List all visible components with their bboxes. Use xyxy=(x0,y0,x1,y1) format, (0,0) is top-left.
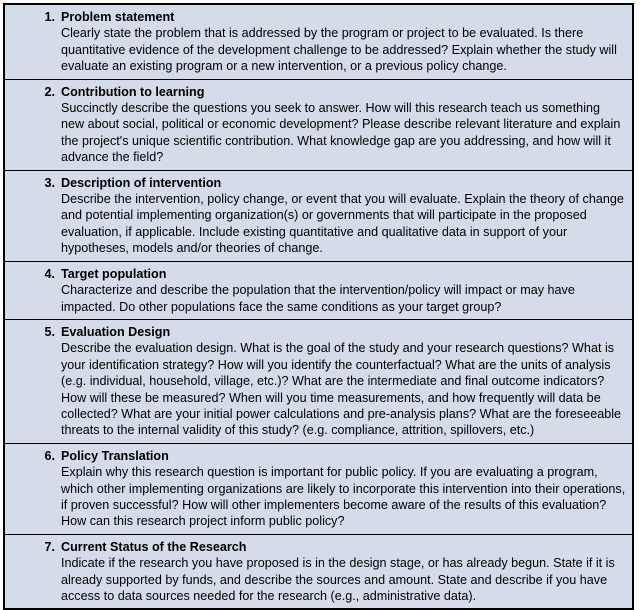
section-description: Describe the evaluation design. What is the goal of the study and your research questions? What is your identification strategy? How will you identify the counterfactual? What are the units of analysis (e.g. individual, household, village, etc.)? What are the intermediate and final outcome indicators? How will these be measured? When will you time measurements, and how frequently will data be collected? What are your initial power calculations and pre-analysis plans? What are the foreseeable threats to the internal validity of this study? (e.g. compliance, attrition, spillovers, etc.) xyxy=(61,341,622,438)
section-content xyxy=(61,79,633,170)
section-description: Clearly state the problem that is addressed by the program or project to be evaluated. Is there quantitative evidence of the development challenge to be addressed? Explain whether the study will evaluate an existing program or a new intervention, or a previous policy change. xyxy=(61,26,617,74)
section-description: Characterize and describe the population that the intervention/policy will impact or may have impacted. Do other populations face the same conditions as your target group? xyxy=(61,283,575,314)
section-content xyxy=(61,534,633,609)
guidance-table-body xyxy=(4,4,633,609)
section-content xyxy=(61,170,633,261)
section-title: Evaluation Design xyxy=(61,324,171,339)
section-description: Indicate if the research you have proposed is in the design stage, or has already begun. State if it is already supported by funds, and describe the sources and amount. State and describe if you have access to data sources needed for the research (e.g., administrative data). xyxy=(61,556,615,603)
section-number: 6. xyxy=(44,448,55,463)
section-number: 1. xyxy=(44,10,55,24)
table-row xyxy=(4,534,633,609)
section-number: 2. xyxy=(44,84,55,99)
table-row xyxy=(4,4,633,79)
section-number: 4. xyxy=(44,266,55,281)
section-title: Description of intervention xyxy=(61,175,222,190)
table-row xyxy=(4,261,633,319)
table-row xyxy=(4,443,633,534)
section-content xyxy=(61,261,633,319)
guidance-table xyxy=(3,3,634,610)
table-row xyxy=(4,170,633,261)
section-content xyxy=(61,4,633,79)
table-row xyxy=(4,79,633,170)
section-title: Policy Translation xyxy=(61,448,169,463)
section-title: Problem statement xyxy=(61,10,175,24)
section-title: Contribution to learning xyxy=(61,84,205,99)
section-number: 3. xyxy=(44,175,55,190)
section-number: 7. xyxy=(44,539,55,554)
section-title: Current Status of the Research xyxy=(61,539,247,554)
section-description: Succinctly describe the questions you seek to answer. How will this research teach us something new about social, political or economic development? Please describe relevant literature and explain the project's unique scientific contribution. What knowledge gap are you addressing, and how will it advance the field? xyxy=(61,101,621,165)
section-content xyxy=(61,443,633,534)
section-number: 5. xyxy=(44,324,55,339)
section-content xyxy=(61,319,633,443)
section-title: Target population xyxy=(61,266,167,281)
table-row xyxy=(4,319,633,443)
section-description: Explain why this research question is important for public policy. If you are evaluating a program, which other implementing organizations are likely to incorporate this intervention into their operations, if proven successful? How will other implementers become aware of the results of this evaluation? How can this research project inform public policy? xyxy=(61,465,626,529)
section-description: Describe the intervention, policy change, or event that you will evaluate. Explain the theory of change and potential implementing organization(s) or governments that will participate in the proposed evaluation, if applicable. Include existing quantitative and qualitative data in support of your hypotheses, models and/or theories of change. xyxy=(61,192,624,256)
